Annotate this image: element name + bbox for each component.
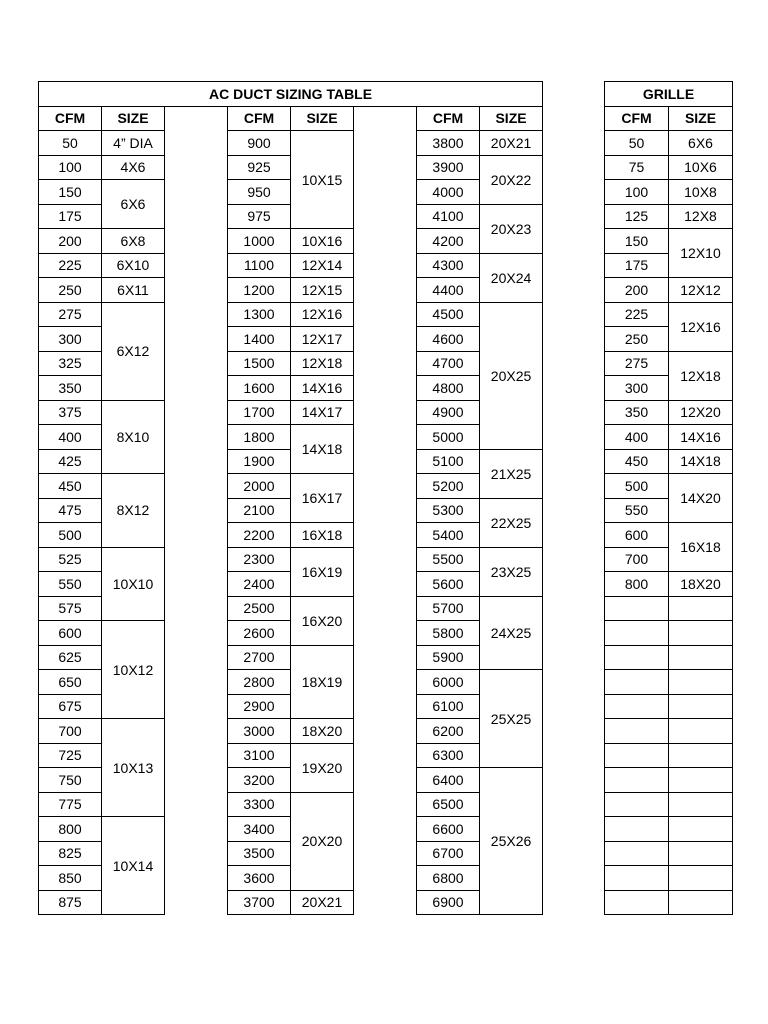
column-gap <box>165 106 228 131</box>
grille-row <box>605 400 733 425</box>
cfm-cell: 800 <box>39 817 102 842</box>
cfm-header: CFM <box>228 106 291 131</box>
cfm-cell: 2700 <box>228 645 291 670</box>
cfm-cell: 5100 <box>417 449 480 474</box>
column-gap <box>165 131 228 915</box>
cfm-cell: 225 <box>39 253 102 278</box>
table-title: AC DUCT SIZING TABLE <box>39 82 543 107</box>
size-cell: 4” DIA <box>102 131 165 156</box>
cfm-cell: 5200 <box>417 474 480 499</box>
cfm-cell: 1300 <box>228 302 291 327</box>
grille-row <box>605 523 733 548</box>
grille-size-cell: 14X18 <box>669 449 733 474</box>
size-cell: 18X19 <box>291 645 354 719</box>
grille-row <box>605 351 733 376</box>
size-cell: 12X18 <box>291 351 354 376</box>
table-row <box>39 547 543 572</box>
cfm-cell: 6700 <box>417 841 480 866</box>
size-cell: 6X8 <box>102 229 165 254</box>
size-cell: 20X20 <box>291 792 354 890</box>
cfm-cell: 650 <box>39 670 102 695</box>
size-cell: 16X17 <box>291 474 354 523</box>
grille-cfm-cell: 250 <box>605 327 669 352</box>
grille-title: GRILLE <box>605 82 733 107</box>
cfm-cell: 875 <box>39 890 102 915</box>
grille-cfm-cell <box>605 645 669 670</box>
size-cell: 8X10 <box>102 400 165 474</box>
cfm-cell: 100 <box>39 155 102 180</box>
cfm-cell: 2800 <box>228 670 291 695</box>
cfm-cell: 1400 <box>228 327 291 352</box>
cfm-cell: 1500 <box>228 351 291 376</box>
cfm-cell: 700 <box>39 719 102 744</box>
cfm-cell: 625 <box>39 645 102 670</box>
cfm-cell: 725 <box>39 743 102 768</box>
size-cell: 16X18 <box>291 523 354 548</box>
cfm-cell: 4800 <box>417 376 480 401</box>
table-row <box>39 278 543 303</box>
size-cell: 6X6 <box>102 180 165 229</box>
cfm-cell: 4900 <box>417 400 480 425</box>
grille-cfm-cell: 225 <box>605 302 669 327</box>
grille-size-cell: 18X20 <box>669 572 733 597</box>
table-row <box>39 302 543 327</box>
grille-row <box>605 621 733 646</box>
size-cell: 25X26 <box>480 768 543 915</box>
cfm-cell: 3800 <box>417 131 480 156</box>
cfm-cell: 4100 <box>417 204 480 229</box>
size-cell: 12X14 <box>291 253 354 278</box>
grille-row <box>605 155 733 180</box>
cfm-cell: 4600 <box>417 327 480 352</box>
cfm-cell: 6600 <box>417 817 480 842</box>
cfm-cell: 450 <box>39 474 102 499</box>
cfm-cell: 6400 <box>417 768 480 793</box>
grille-row <box>605 180 733 205</box>
size-cell: 24X25 <box>480 596 543 670</box>
cfm-cell: 925 <box>228 155 291 180</box>
grille-row <box>605 817 733 842</box>
cfm-cell: 6100 <box>417 694 480 719</box>
cfm-cell: 2100 <box>228 498 291 523</box>
header-row <box>39 106 543 131</box>
grille-row <box>605 131 733 156</box>
grille-row <box>605 596 733 621</box>
grille-cfm-header: CFM <box>605 106 669 131</box>
size-header: SIZE <box>480 106 543 131</box>
grille-size-cell <box>669 596 733 621</box>
grille-row <box>605 694 733 719</box>
grille-row <box>605 866 733 891</box>
grille-size-cell: 14X16 <box>669 425 733 450</box>
grille-cfm-cell <box>605 621 669 646</box>
cfm-cell: 6900 <box>417 890 480 915</box>
grille-cfm-cell: 350 <box>605 400 669 425</box>
cfm-cell: 1100 <box>228 253 291 278</box>
grille-size-cell <box>669 890 733 915</box>
column-gap <box>354 131 417 915</box>
cfm-cell: 975 <box>228 204 291 229</box>
cfm-cell: 4700 <box>417 351 480 376</box>
size-cell: 20X23 <box>480 204 543 253</box>
size-cell: 20X21 <box>480 131 543 156</box>
grille-cfm-cell <box>605 841 669 866</box>
grille-size-cell: 12X8 <box>669 204 733 229</box>
table-row <box>39 474 543 499</box>
cfm-cell: 675 <box>39 694 102 719</box>
size-cell: 10X15 <box>291 131 354 229</box>
cfm-cell: 275 <box>39 302 102 327</box>
table-row <box>39 229 543 254</box>
cfm-cell: 500 <box>39 523 102 548</box>
grille-size-cell <box>669 743 733 768</box>
grille-size-cell <box>669 866 733 891</box>
cfm-cell: 3300 <box>228 792 291 817</box>
cfm-cell: 6200 <box>417 719 480 744</box>
cfm-cell: 1800 <box>228 425 291 450</box>
cfm-cell: 1900 <box>228 449 291 474</box>
cfm-cell: 50 <box>39 131 102 156</box>
cfm-cell: 2400 <box>228 572 291 597</box>
cfm-cell: 1000 <box>228 229 291 254</box>
ac-duct-sizing-table <box>38 81 543 915</box>
size-cell: 20X22 <box>480 155 543 204</box>
grille-row <box>605 302 733 327</box>
grille-cfm-cell: 300 <box>605 376 669 401</box>
cfm-cell: 350 <box>39 376 102 401</box>
grille-cfm-cell: 500 <box>605 474 669 499</box>
cfm-cell: 3600 <box>228 866 291 891</box>
cfm-cell: 200 <box>39 229 102 254</box>
size-cell: 20X24 <box>480 253 543 302</box>
grille-row <box>605 792 733 817</box>
grille-size-cell <box>669 694 733 719</box>
cfm-cell: 2000 <box>228 474 291 499</box>
cfm-cell: 5400 <box>417 523 480 548</box>
grille-cfm-cell: 800 <box>605 572 669 597</box>
cfm-cell: 5500 <box>417 547 480 572</box>
cfm-cell: 425 <box>39 449 102 474</box>
grille-cfm-cell: 400 <box>605 425 669 450</box>
size-cell: 6X12 <box>102 302 165 400</box>
grille-row <box>605 768 733 793</box>
size-cell: 21X25 <box>480 449 543 498</box>
size-cell: 19X20 <box>291 743 354 792</box>
grille-size-cell: 12X12 <box>669 278 733 303</box>
size-cell: 12X15 <box>291 278 354 303</box>
grille-cfm-cell <box>605 596 669 621</box>
grille-cfm-cell: 275 <box>605 351 669 376</box>
grille-row <box>605 425 733 450</box>
grille-row <box>605 278 733 303</box>
size-header: SIZE <box>291 106 354 131</box>
cfm-header: CFM <box>417 106 480 131</box>
cfm-cell: 2600 <box>228 621 291 646</box>
grille-row <box>605 572 733 597</box>
cfm-cell: 4300 <box>417 253 480 278</box>
size-cell: 14X17 <box>291 400 354 425</box>
grille-cfm-cell <box>605 743 669 768</box>
grille-cfm-cell: 150 <box>605 229 669 254</box>
grille-cfm-cell <box>605 792 669 817</box>
grille-row <box>605 449 733 474</box>
cfm-cell: 250 <box>39 278 102 303</box>
cfm-cell: 1700 <box>228 400 291 425</box>
cfm-cell: 475 <box>39 498 102 523</box>
cfm-cell: 2500 <box>228 596 291 621</box>
cfm-cell: 400 <box>39 425 102 450</box>
grille-row <box>605 719 733 744</box>
size-cell: 10X12 <box>102 621 165 719</box>
grille-size-cell: 12X18 <box>669 351 733 400</box>
cfm-cell: 900 <box>228 131 291 156</box>
size-cell: 10X14 <box>102 817 165 915</box>
grille-size-cell <box>669 645 733 670</box>
size-cell: 18X20 <box>291 719 354 744</box>
grille-cfm-cell: 75 <box>605 155 669 180</box>
size-cell: 25X25 <box>480 670 543 768</box>
cfm-cell: 3900 <box>417 155 480 180</box>
grille-row <box>605 204 733 229</box>
grille-cfm-cell <box>605 890 669 915</box>
cfm-cell: 3000 <box>228 719 291 744</box>
grille-row <box>605 670 733 695</box>
cfm-cell: 6500 <box>417 792 480 817</box>
grille-cfm-cell <box>605 719 669 744</box>
grille-row <box>605 890 733 915</box>
grille-cfm-cell: 200 <box>605 278 669 303</box>
cfm-cell: 5700 <box>417 596 480 621</box>
grille-cfm-cell: 125 <box>605 204 669 229</box>
size-cell: 6X11 <box>102 278 165 303</box>
cfm-cell: 750 <box>39 768 102 793</box>
grille-cfm-cell: 450 <box>605 449 669 474</box>
cfm-cell: 4000 <box>417 180 480 205</box>
cfm-cell: 300 <box>39 327 102 352</box>
cfm-cell: 150 <box>39 180 102 205</box>
cfm-cell: 3100 <box>228 743 291 768</box>
size-cell: 16X19 <box>291 547 354 596</box>
grille-size-cell: 12X20 <box>669 400 733 425</box>
size-cell: 23X25 <box>480 547 543 596</box>
grille-size-cell: 14X20 <box>669 474 733 523</box>
cfm-cell: 5900 <box>417 645 480 670</box>
size-cell: 6X10 <box>102 253 165 278</box>
size-cell: 8X12 <box>102 474 165 548</box>
grille-size-cell <box>669 621 733 646</box>
size-cell: 20X21 <box>291 890 354 915</box>
cfm-cell: 5000 <box>417 425 480 450</box>
grille-cfm-cell <box>605 670 669 695</box>
grille-cfm-cell <box>605 817 669 842</box>
table-row <box>39 131 543 156</box>
grille-size-cell: 12X16 <box>669 302 733 351</box>
cfm-header: CFM <box>39 106 102 131</box>
cfm-cell: 550 <box>39 572 102 597</box>
cfm-cell: 3500 <box>228 841 291 866</box>
cfm-cell: 3400 <box>228 817 291 842</box>
grille-cfm-cell: 50 <box>605 131 669 156</box>
size-cell: 12X17 <box>291 327 354 352</box>
grille-size-cell: 6X6 <box>669 131 733 156</box>
grille-size-cell <box>669 670 733 695</box>
grille-cfm-cell <box>605 768 669 793</box>
grille-cfm-cell: 100 <box>605 180 669 205</box>
size-cell: 10X10 <box>102 547 165 621</box>
grille-size-cell <box>669 768 733 793</box>
cfm-cell: 575 <box>39 596 102 621</box>
cfm-cell: 600 <box>39 621 102 646</box>
cfm-cell: 375 <box>39 400 102 425</box>
cfm-cell: 2900 <box>228 694 291 719</box>
size-cell: 14X18 <box>291 425 354 474</box>
grille-size-cell: 16X18 <box>669 523 733 572</box>
grille-size-cell: 10X6 <box>669 155 733 180</box>
cfm-cell: 3700 <box>228 890 291 915</box>
cfm-cell: 6800 <box>417 866 480 891</box>
cfm-cell: 175 <box>39 204 102 229</box>
grille-size-cell <box>669 841 733 866</box>
cfm-cell: 3200 <box>228 768 291 793</box>
cfm-cell: 6000 <box>417 670 480 695</box>
grille-size-cell <box>669 792 733 817</box>
grille-cfm-cell <box>605 694 669 719</box>
cfm-cell: 5600 <box>417 572 480 597</box>
grille-header-row <box>605 106 733 131</box>
cfm-cell: 2200 <box>228 523 291 548</box>
cfm-cell: 850 <box>39 866 102 891</box>
cfm-cell: 325 <box>39 351 102 376</box>
grille-row <box>605 841 733 866</box>
cfm-cell: 825 <box>39 841 102 866</box>
grille-size-cell: 12X10 <box>669 229 733 278</box>
grille-cfm-cell: 600 <box>605 523 669 548</box>
size-cell: 16X20 <box>291 596 354 645</box>
size-cell: 10X13 <box>102 719 165 817</box>
grille-size-cell <box>669 817 733 842</box>
grille-cfm-cell: 175 <box>605 253 669 278</box>
size-header: SIZE <box>102 106 165 131</box>
size-cell: 22X25 <box>480 498 543 547</box>
cfm-cell: 4400 <box>417 278 480 303</box>
cfm-cell: 2300 <box>228 547 291 572</box>
grille-row <box>605 474 733 499</box>
grille-size-cell <box>669 719 733 744</box>
cfm-cell: 4200 <box>417 229 480 254</box>
cfm-cell: 5800 <box>417 621 480 646</box>
table-row <box>39 400 543 425</box>
grille-cfm-cell <box>605 866 669 891</box>
grille-cfm-cell: 550 <box>605 498 669 523</box>
cfm-cell: 775 <box>39 792 102 817</box>
size-cell: 4X6 <box>102 155 165 180</box>
cfm-cell: 4500 <box>417 302 480 327</box>
cfm-cell: 950 <box>228 180 291 205</box>
cfm-cell: 6300 <box>417 743 480 768</box>
grille-size-header: SIZE <box>669 106 733 131</box>
table-row <box>39 719 543 744</box>
grille-row <box>605 743 733 768</box>
grille-row <box>605 229 733 254</box>
grille-row <box>605 645 733 670</box>
size-cell: 12X16 <box>291 302 354 327</box>
cfm-cell: 1200 <box>228 278 291 303</box>
cfm-cell: 5300 <box>417 498 480 523</box>
grille-cfm-cell: 700 <box>605 547 669 572</box>
column-gap <box>354 106 417 131</box>
size-cell: 20X25 <box>480 302 543 449</box>
size-cell: 10X16 <box>291 229 354 254</box>
table-row <box>39 253 543 278</box>
cfm-cell: 1600 <box>228 376 291 401</box>
grille-size-cell: 10X8 <box>669 180 733 205</box>
cfm-cell: 525 <box>39 547 102 572</box>
grille-table <box>604 81 733 915</box>
size-cell: 14X16 <box>291 376 354 401</box>
